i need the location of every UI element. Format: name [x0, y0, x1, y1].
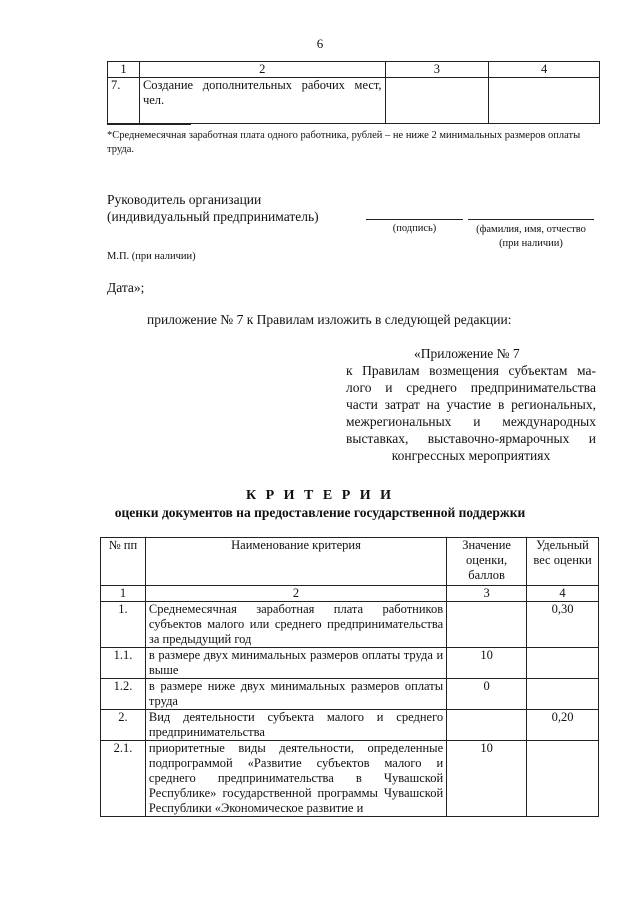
criteria-subtitle: оценки документов на предоставление государственной поддержки	[114, 505, 526, 520]
row-weight	[527, 679, 599, 710]
appendix-line: лого и среднего предпринимательства	[346, 380, 596, 395]
signature-caption: (подпись)	[392, 223, 437, 234]
col-number-4: 4	[527, 586, 599, 602]
row-number: 2.	[101, 710, 146, 741]
appendix-line: к Правилам возмещения субъектам ма-	[346, 363, 596, 378]
appendix-last-line: конгрессных мероприятиях	[391, 448, 551, 463]
appendix-title: «Приложение № 7	[414, 346, 520, 361]
criteria-header-row	[101, 538, 599, 586]
page-number: 6	[316, 36, 324, 51]
row-number: 7.	[108, 78, 140, 124]
name-caption	[466, 223, 596, 251]
row-number: 1.2.	[101, 679, 146, 710]
col-number-2: 2	[145, 586, 446, 602]
table-row	[101, 710, 599, 741]
row-col4	[489, 78, 600, 124]
appendix-line: межрегиональных и международных	[346, 414, 596, 429]
col-number-1: 1	[101, 586, 146, 602]
row-name: приоритетные виды деятельности, определенные подпрограммой «Развитие субъектов малого и среднего предпринимательства в Чувашской Республике» государственной программы Чувашской Республики «Экономическое развитие и	[145, 741, 446, 817]
row-name: Среднемесячная заработная плата работников субъектов малого или среднего предпринимательства за предыдущий год	[145, 602, 446, 648]
row-name: в размере ниже двух минимальных размеров оплаты труда	[145, 679, 446, 710]
row-number: 1.	[101, 602, 146, 648]
continued-table	[107, 61, 600, 124]
footnote: *Среднемесячная заработная плата одного работника, рублей – не ниже 2 минимальных размеров оплаты труда.	[107, 130, 581, 155]
row-score	[447, 710, 527, 741]
row-number: 2.1.	[101, 741, 146, 817]
footnote-divider	[107, 124, 191, 125]
row-weight	[527, 741, 599, 817]
criteria-table	[100, 537, 599, 817]
header-number: № пп	[101, 538, 146, 586]
row-number: 1.1.	[101, 648, 146, 679]
table-row	[101, 648, 599, 679]
row-weight: 0,20	[527, 710, 599, 741]
stamp-label: М.П. (при наличии)	[107, 251, 196, 262]
header-weight: Удельный вес оценки	[527, 538, 599, 586]
name-line	[468, 219, 594, 220]
table-header-row	[108, 62, 600, 78]
row-weight	[527, 648, 599, 679]
header-name: Наименование критерия	[145, 538, 446, 586]
signature-head-line2: (индивидуальный предприниматель)	[107, 209, 319, 224]
row-weight: 0,30	[527, 602, 599, 648]
signature-line	[366, 219, 463, 220]
row-name: Создание дополнительных рабочих мест, чел.	[139, 78, 385, 124]
signature-head-line1: Руководитель организации	[107, 192, 262, 207]
row-score: 0	[447, 679, 527, 710]
name-caption-line1: (фамилия, имя, отчество	[476, 224, 586, 235]
row-name: в размере двух минимальных размеров оплаты труда и выше	[145, 648, 446, 679]
row-score	[447, 602, 527, 648]
table-row	[108, 78, 600, 124]
appendix-line: части затрат на участие в региональных,	[346, 397, 596, 412]
row-score: 10	[447, 648, 527, 679]
name-caption-line2: (при наличии)	[499, 238, 563, 249]
table-row	[101, 679, 599, 710]
appendix-heading	[346, 345, 596, 464]
criteria-col-numbers-row	[101, 586, 599, 602]
col-number-2: 2	[139, 62, 385, 78]
row-name: Вид деятельности субъекта малого и среднего предпринимательства	[145, 710, 446, 741]
table-row	[101, 602, 599, 648]
criteria-title: К Р И Т Е Р И И	[245, 488, 395, 503]
appendix-line: выставках, выставочно-ярмарочных и	[346, 431, 596, 446]
col-number-4: 4	[489, 62, 600, 78]
date-label: Дата»;	[107, 280, 145, 295]
col-number-3: 3	[447, 586, 527, 602]
row-score: 10	[447, 741, 527, 817]
row-col3	[385, 78, 489, 124]
col-number-3: 3	[385, 62, 489, 78]
table-row	[101, 741, 599, 817]
signature-heading	[107, 191, 319, 225]
header-score: Значение оценки, баллов	[447, 538, 527, 586]
col-number-1: 1	[108, 62, 140, 78]
instruction-text: приложение № 7 к Правилам изложить в следующей редакции:	[147, 312, 512, 327]
